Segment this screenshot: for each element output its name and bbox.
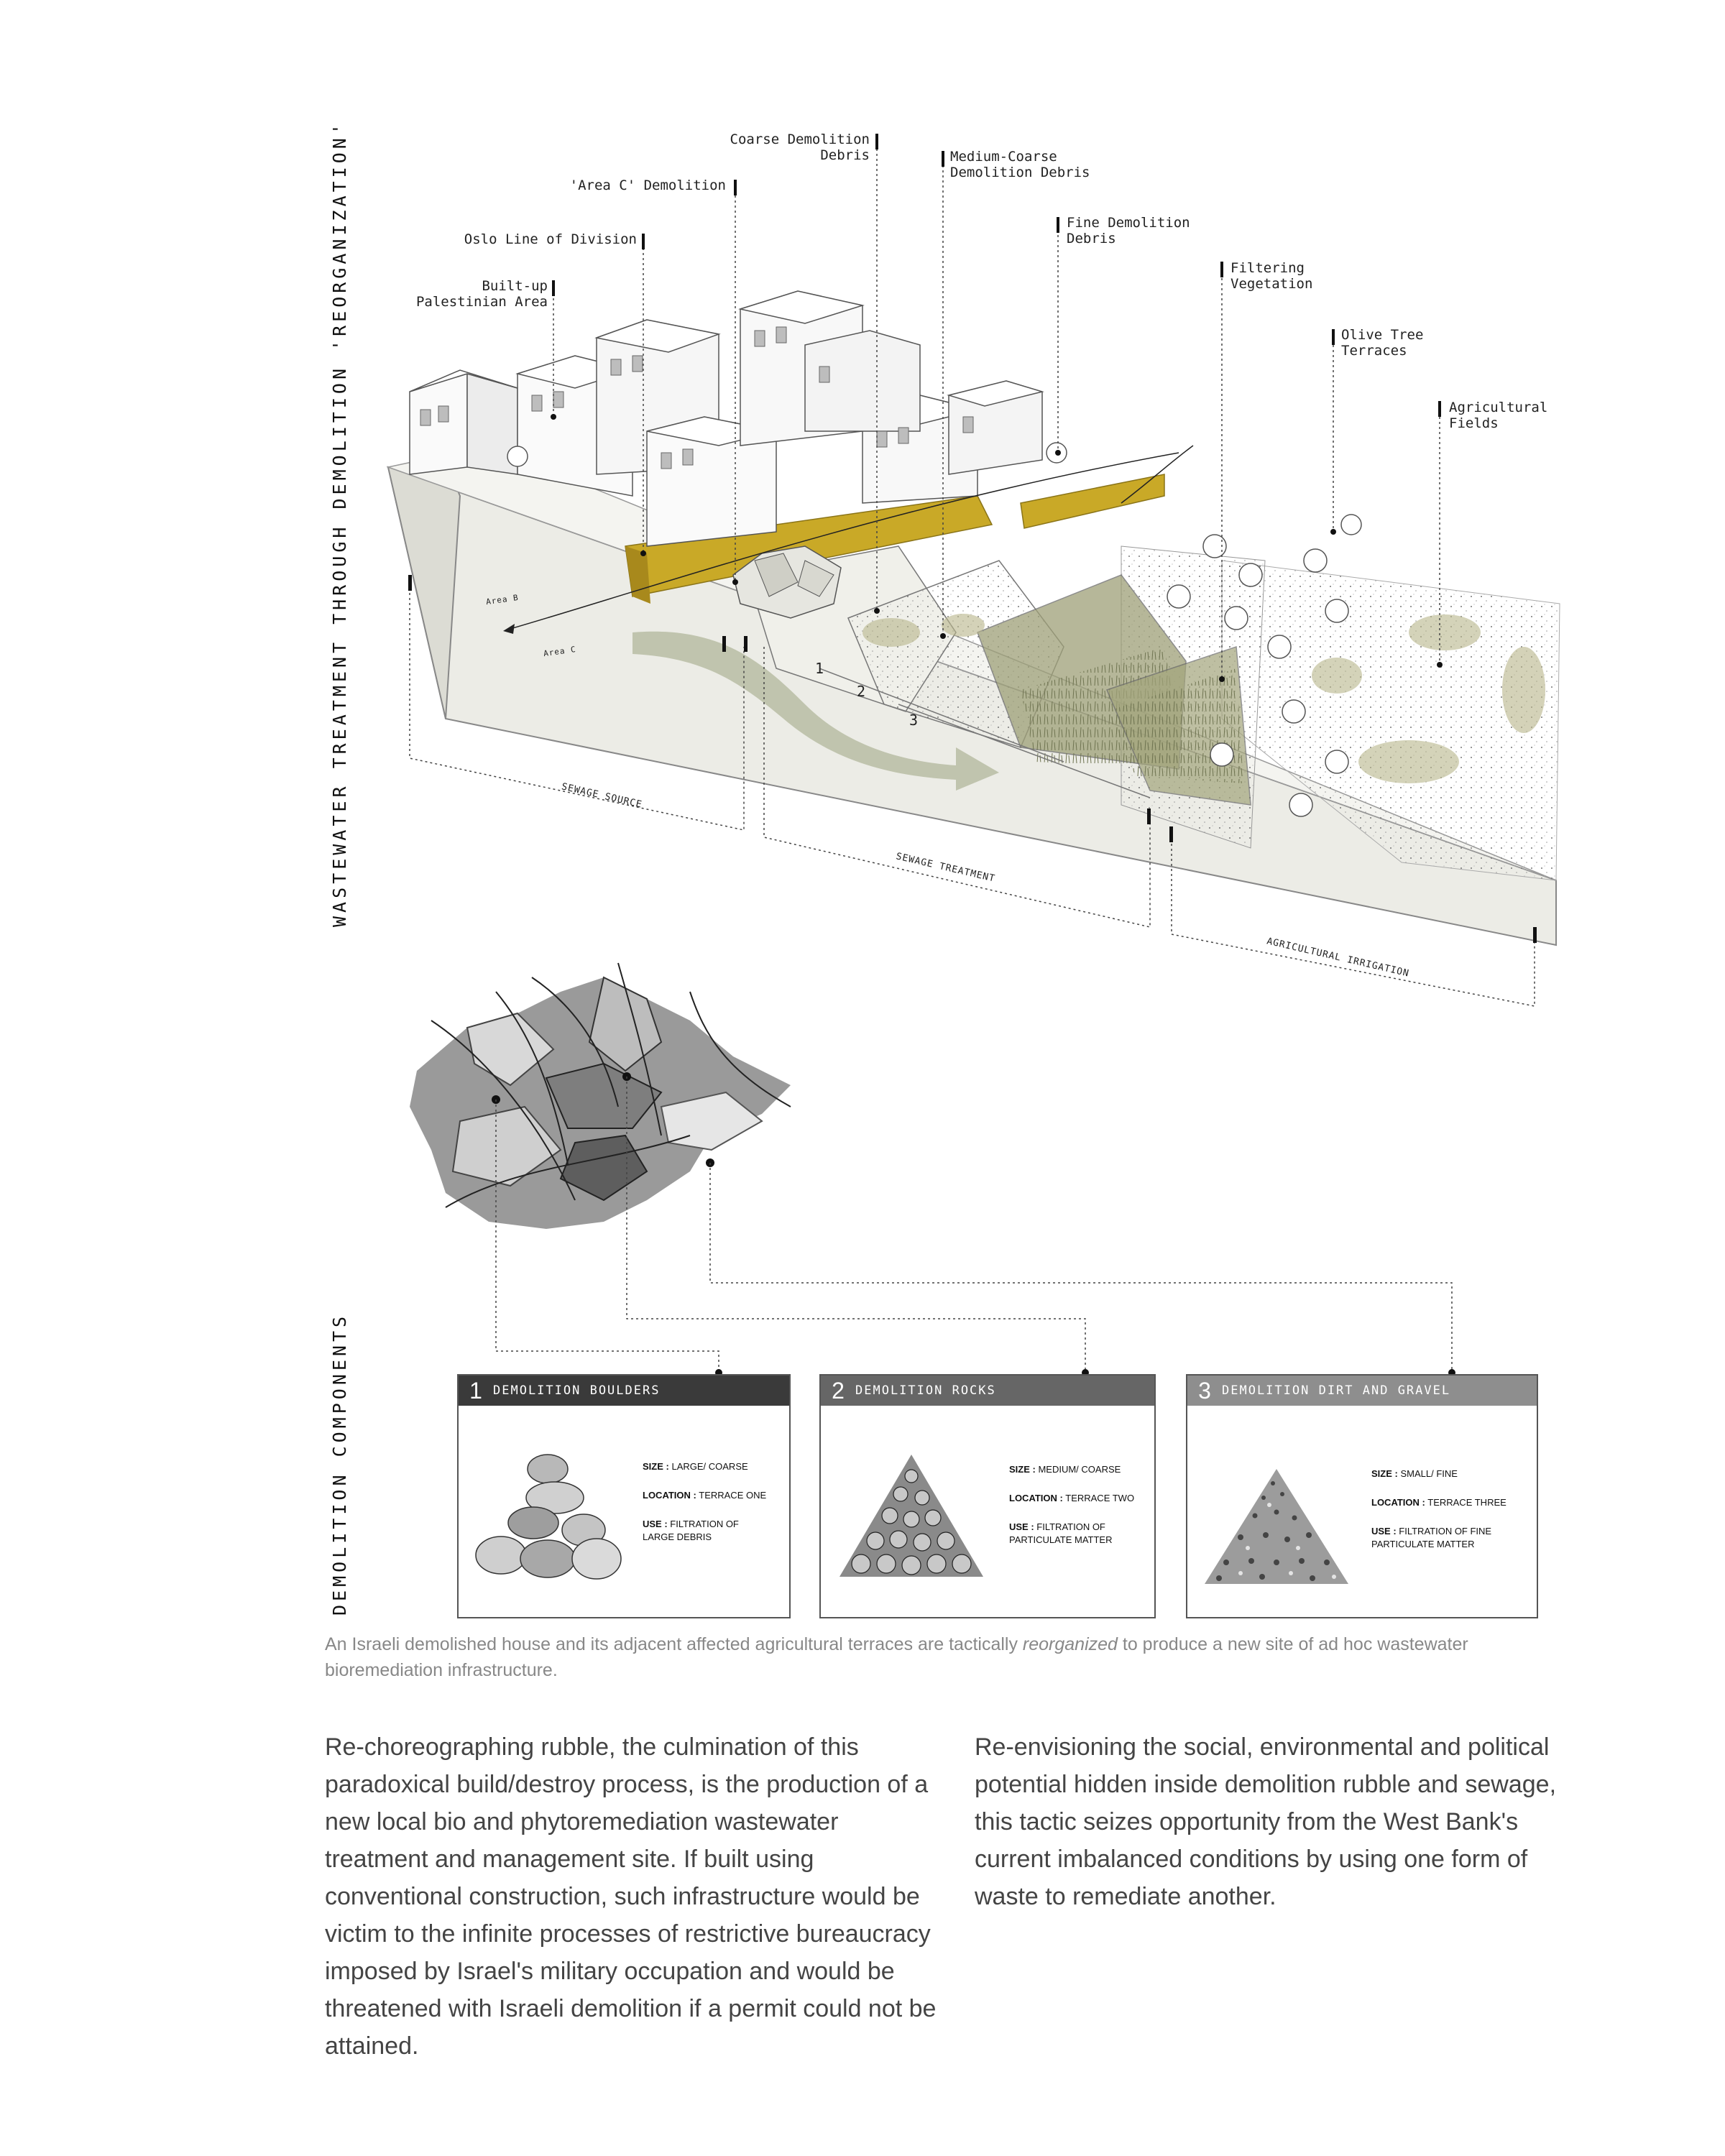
card-number: 2 (832, 1377, 845, 1404)
use-value-2: PARTICULATE MATTER (1371, 1539, 1475, 1549)
label-medium-coarse-debris: Medium-Coarse Demolition Debris (950, 149, 1090, 180)
use-label: USE : (643, 1519, 668, 1529)
section-title-demolition-components: DEMOLITION COMPONENTS (329, 1312, 350, 1616)
size-label: SIZE : (1371, 1468, 1398, 1479)
use-label: USE : (1009, 1521, 1034, 1532)
body-text-right: Re-envisioning the social, environmental and political potential hidden inside demolition rubble and sewage, this tactic seizes opportunity from the West Bank's current imbalanced conditions by using one form of waste to remediate another. (975, 1733, 1557, 1910)
size-value: SMALL/ FINE (1400, 1468, 1458, 1479)
figure-caption (325, 1631, 1561, 1683)
use-value-2: PARTICULATE MATTER (1009, 1534, 1113, 1545)
location-value: TERRACE ONE (699, 1490, 767, 1501)
card-title: DEMOLITION BOULDERS (493, 1383, 661, 1398)
label-terrace-3: 3 (909, 711, 919, 729)
location-label: LOCATION : (1371, 1497, 1425, 1508)
body-text-left: Re-choreographing rubble, the culmination of this paradoxical build/destroy process, is the production of a new local bio and phytoremediation wastewater treatment and management site. If built using conventional construction, such infrastructure would be victim to the infinite processes of restrictive bureaucracy imposed by Israel's military occupation and would be threatened with Israeli demolition if a permit could not be attained. (325, 1733, 937, 2060)
label-filtering-vegetation: Filtering Vegetation (1230, 260, 1313, 292)
rocks-specs (1009, 1463, 1134, 1547)
card-number: 3 (1198, 1377, 1211, 1404)
label-area-c: Area C (543, 644, 577, 659)
rocks-image (832, 1447, 990, 1584)
card-title: DEMOLITION ROCKS (855, 1383, 996, 1398)
location-value: TERRACE THREE (1427, 1497, 1506, 1508)
size-label: SIZE : (1009, 1464, 1036, 1475)
card-header (821, 1376, 1154, 1406)
gravel-specs (1371, 1468, 1506, 1551)
label-fine-demolition-debris: Fine Demolition Debris (1067, 215, 1190, 247)
section-title-wastewater: WASTEWATER TREATMENT THROUGH DEMOLITION 'REORGANIZATION' (329, 120, 350, 927)
gravel-image (1197, 1455, 1356, 1591)
use-label: USE : (1371, 1526, 1397, 1537)
location-label: LOCATION : (643, 1490, 696, 1501)
component-card-rocks (819, 1374, 1156, 1618)
use-value-1: FILTRATION OF (1036, 1521, 1105, 1532)
caption-text: An Israeli demolished house and its adjacent affected agricultural terraces are tactically (325, 1634, 1023, 1654)
card-title: DEMOLITION DIRT AND GRAVEL (1222, 1383, 1451, 1398)
zone-agricultural-irrigation: AGRICULTURAL IRRIGATION (1265, 936, 1411, 980)
use-value-1: FILTRATION OF (670, 1519, 739, 1529)
boulders-specs (643, 1460, 766, 1544)
label-coarse-demolition-debris: Coarse Demolition Debris (730, 132, 870, 163)
label-terrace-1: 1 (815, 660, 825, 677)
card-header (459, 1376, 789, 1406)
label-oslo-line: Oslo Line of Division (464, 231, 637, 247)
location-value: TERRACE TWO (1065, 1493, 1135, 1503)
zone-sewage-treatment: SEWAGE TREATMENT (895, 851, 997, 885)
label-area-c-demolition: 'Area C' Demolition (569, 178, 726, 193)
label-area-b: Area B (485, 592, 520, 607)
label-agricultural-fields: Agricultural Fields (1449, 400, 1548, 431)
component-card-dirt-gravel (1186, 1374, 1538, 1618)
component-card-boulders (457, 1374, 791, 1618)
caption-text-end: to produce a new site of ad hoc wastewater bioremediation infrastructure. (325, 1634, 1468, 1680)
label-terrace-2: 2 (857, 683, 867, 700)
label-built-up-area: Built-up Palestinian Area (415, 278, 548, 310)
label-olive-tree-terraces: Olive Tree Terraces (1341, 327, 1424, 359)
size-label: SIZE : (643, 1461, 669, 1472)
size-value: LARGE/ COARSE (671, 1461, 748, 1472)
use-value-1: FILTRATION OF FINE (1399, 1526, 1492, 1537)
card-number: 1 (469, 1377, 482, 1404)
caption-italic: reorganized (1022, 1634, 1118, 1654)
location-label: LOCATION : (1009, 1493, 1063, 1503)
zone-sewage-source: SEWAGE SOURCE (560, 781, 643, 811)
use-value-2: LARGE DEBRIS (643, 1531, 712, 1542)
size-value: MEDIUM/ COARSE (1038, 1464, 1121, 1475)
card-header (1187, 1376, 1537, 1406)
boulders-image (469, 1447, 627, 1584)
